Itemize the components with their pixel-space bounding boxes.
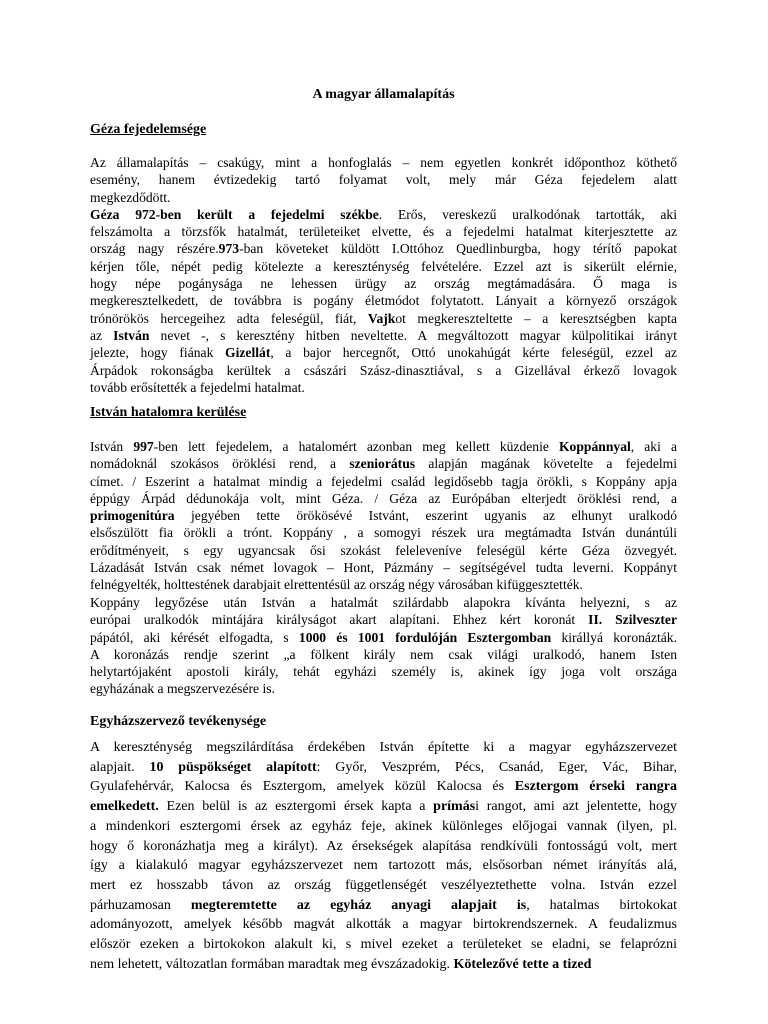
paragraph-egyhazszervezes [90,738,677,974]
section-heading-egyhazszervezo: Egyházszervező tevékenysége [90,714,267,729]
text-line: pápától, aki kérését elfogadta, s 1000 és 1001 fordulóján Esztergomban királlyá koronázták. [90,629,677,645]
text-line: megkeresztelkedett, de továbbra is pogány életmódot folytatott. Lányait a környező országok [90,293,677,309]
text-line: párhuzamosan megteremtette az egyház anyagi alapjait is, hatalmas birtokokat [90,897,677,913]
text-line: esemény, hanem évtizedekig tartó folyamat volt, mely már Géza fejedelem alatt [90,172,677,188]
text-line: Az államalapítás – csakúgy, mint a honfoglalás – nem egyetlen konkrét időponthoz köthető [90,155,677,170]
text-line: hogy népe pogánysága ne lehessen ürügy az ország megtámadására. Ő maga is [90,276,677,292]
paragraph-geza [90,154,677,396]
section-heading-istvan-hatalomra: István hatalomra kerülése [90,405,247,420]
text-line: így a kialakuló magyar egyházszervezet nem tartozott más, elsősorban német irányítás alá, [90,858,677,874]
text-line: elsőszülött fia örökli a trónt. Koppány , a somogyi részek ura megtámadta István dunántúli [90,525,677,541]
text-line: nem lehetett, változatlan formában maradtak meg évszázadokig. Kötelezővé tette a tized [90,956,592,972]
paragraph-koronazas [90,594,677,698]
text-line: Géza 972-ben került a fejedelmi székbe. Erős, vereskezű uralkodónak tartották, aki [90,206,677,222]
text-line: ország nagy részére.973-ban követeket küldött I.Ottóhoz Quedlinburgba, hogy térítő papokat [90,241,678,257]
text-line: címet. / Eszerint a hatalmat mindig a fejedelmi család legidősebb tagja örökli, s Koppány apja [90,473,677,489]
text-line: hogy ő koronázhatja meg a királyt). Az érsekségek alapítása rendkívüli fontosságú volt, mert [90,838,677,854]
text-line: európai uralkodók mintájára királyságot akart alapítani. Ehhez kért koronát II. Szilveszter [90,612,677,628]
text-line: erődítményeit, s egy ugyancsak ősi szokást feleleveníve feleségül kérte Géza özvegyét. [90,542,677,558]
text-line: a mindenkori esztergomi érsek az egyház feje, akinek különleges előjogai vannak (ilyen, pl. [90,818,677,834]
text-line: Árpádok rokonságba kerültek a császári Szász-dinasztiával, s a Gizellával érkező lovagok [90,362,677,378]
text-line: éppúgy Árpád dédunokája volt, mint Géza. / Géza az Európában elterjedt öröklési rend, a [90,490,677,506]
text-line: A koronázás rendje szerint „a fölkent király nem csak világi uralkodó, hanem Isten [90,646,677,662]
text-line: A kereszténység megszilárdítása érdekében István építette ki a magyar egyházszervezet [90,740,677,755]
text-line: felszámolta a törzsfők hatalmát, területeiket elvette, és a fejedelmi hatalmat kiterjesztette az [90,224,677,240]
text-line: Lázadását István csak német lovagok – Hont, Pázmány – segítségével tudta leverni. Koppányt [90,560,677,576]
document-title: A magyar államalapítás [312,87,455,102]
text-line: helytartójaként apostoli király, tehát egyházi személy is, akinek így joga volt országa [90,664,677,680]
text-line: István 997-ben lett fejedelem, a hatalomért azonban meg kellett küzdenie Koppánnyal, aki a [90,439,677,454]
text-line: egyházának a megszervezésére is. [90,681,275,697]
paragraph-koppany [90,438,677,594]
text-line: alapjait. 10 püspökséget alapított: Győr, Veszprém, Pécs, Csanád, Eger, Vác, Bihar, [90,759,677,775]
text-line: trónörökös hercegeihez adta feleségül, fiát, Vajkot megkereszteltette – a keresztségben kapta [90,310,677,326]
text-line: jelezte, hogy fiának Gizellát, a bajor hercegnőt, Ottó unokahúgát kérte feleségül, ezzel az [90,345,677,361]
text-line: mert ez hosszabb távon az ország függetlenségét veszélyeztethette volna. István ezzel [90,877,677,893]
text-line: adományozott, amelyek később magvát alkották a magyar birtokrendszernek. A feudalizmus [90,917,677,933]
text-line: kérjen tőle, népét pedig kötelezte a kereszténység felvételére. Ezzel azt is sikerült elérnie, [90,258,677,274]
text-line: az István nevet -, s keresztény hitben neveltette. A megváltozott magyar külpolitikai irányt [90,327,677,343]
text-line: primogenitúra jegyében tette örökösévé Istvánt, eszerint ugyanis az elhunyt uralkodó [90,508,677,524]
text-line: tovább erősítették a fejedelmi hatalmat. [90,379,305,395]
text-line: emelkedett. Ezen belül is az esztergomi érsek kapta a prímási rangot, ami azt jelentette, hogy [90,799,677,815]
text-line: megkezdődött. [90,189,171,205]
text-line: először ezeken a birtokokon alakult ki, s mivel ezeket a területeket se eladni, se felaprózni [90,937,677,953]
text-line: Koppány legyőzése után István a hatalmát szilárdabb alapokra kívánta helyezni, s az [90,595,677,610]
text-line: felnégyelték, holttestének darabjait elrettentésül az ország négy városában kifüggesztették. [90,577,583,593]
text-line: Gyulafehérvár, Kalocsa és Esztergom, amelyek közül Kalocsa és Esztergom érseki rangra [90,779,677,795]
text-line: nomádoknál szokásos öröklési rend, a szeniorátus alapján magának követelte a fejedelmi [90,456,677,472]
section-heading-geza: Géza fejedelemsége [90,122,207,137]
